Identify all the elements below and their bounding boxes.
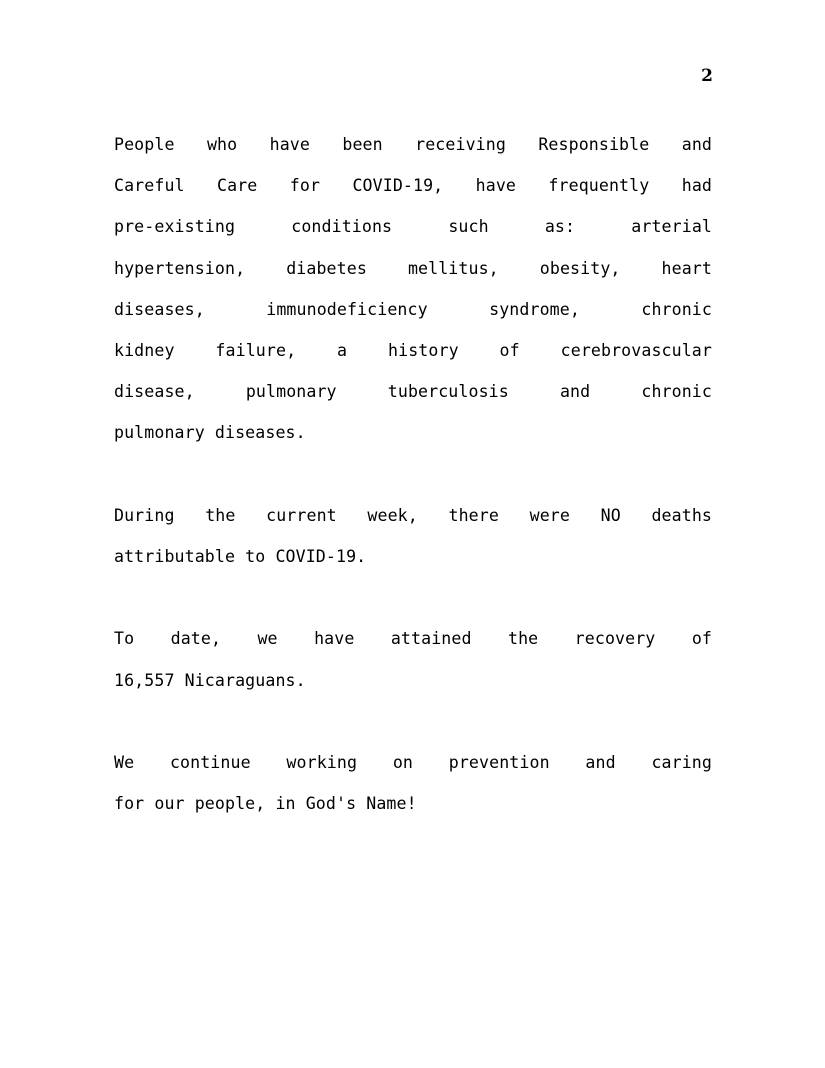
text-line: pulmonary diseases. (114, 423, 306, 443)
text-line: diseases, immunodeficiency syndrome, chronic (114, 299, 712, 319)
text-line: hypertension, diabetes mellitus, obesity, heart (114, 258, 712, 278)
paragraph-pre-existing-conditions (114, 124, 712, 454)
paragraph-closing (114, 742, 712, 824)
document-body (114, 124, 712, 824)
text-line: During the current week, there were NO deaths (114, 505, 712, 525)
text-line: To date, we have attained the recovery of (114, 629, 712, 649)
text-line: disease, pulmonary tuberculosis and chronic (114, 382, 712, 402)
text-line: People who have been receiving Responsible and (114, 135, 712, 154)
text-line: attributable to COVID-19. (114, 547, 367, 567)
page-number: 2 (701, 66, 713, 86)
paragraph-recoveries (114, 618, 712, 700)
paragraph-weekly-deaths (114, 495, 712, 577)
text-line: 16,557 Nicaraguans. (114, 670, 306, 690)
text-line: pre-existing conditions such as: arterial (114, 217, 712, 237)
text-line: We continue working on prevention and caring (114, 753, 712, 772)
text-line: kidney failure, a history of cerebrovascular (114, 341, 712, 361)
text-line: Careful Care for COVID-19, have frequently had (114, 176, 712, 196)
text-line: for our people, in God's Name! (114, 794, 417, 814)
